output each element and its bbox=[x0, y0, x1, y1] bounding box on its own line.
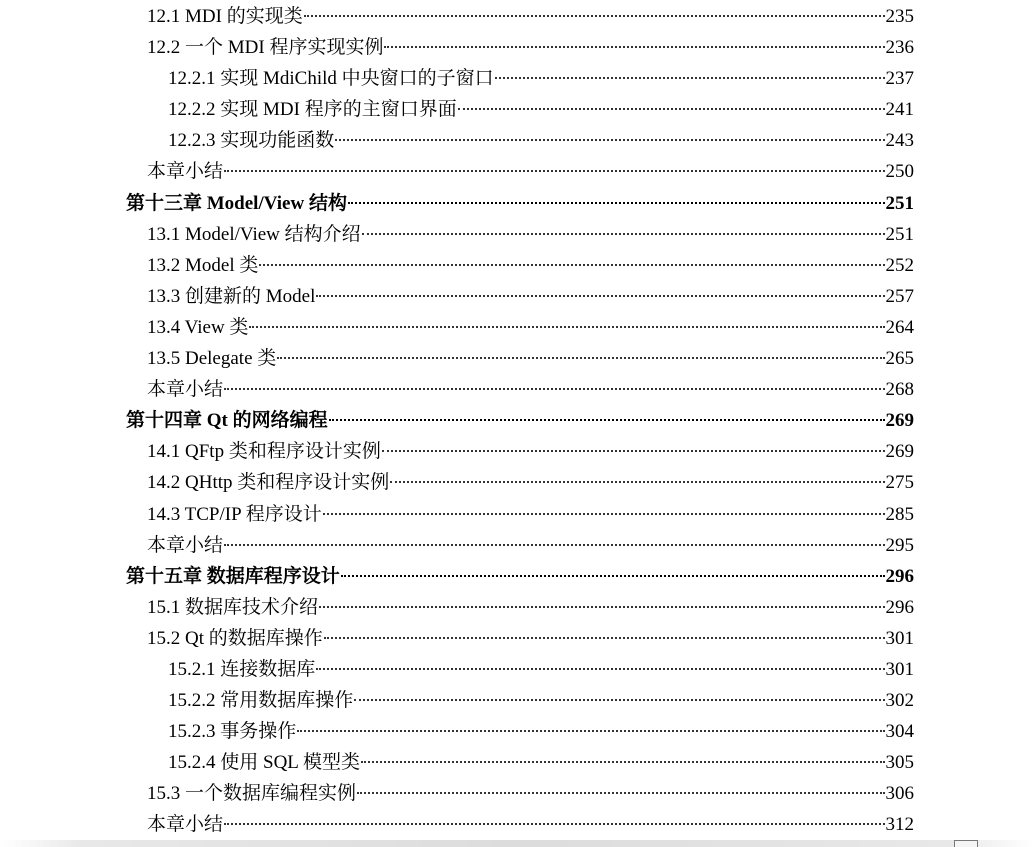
dot-leader bbox=[458, 108, 885, 110]
toc-section-entry[interactable] bbox=[0, 594, 1035, 625]
dot-leader bbox=[224, 170, 884, 172]
toc-section-entry[interactable] bbox=[0, 158, 1035, 189]
dot-leader bbox=[362, 233, 885, 235]
dot-leader bbox=[348, 202, 885, 204]
dot-leader bbox=[319, 606, 884, 608]
toc-entry-line bbox=[147, 316, 914, 340]
toc-entry-line bbox=[147, 534, 914, 558]
toc-entry-line bbox=[126, 409, 914, 433]
toc-page-number: 306 bbox=[885, 783, 914, 805]
toc-entry-line bbox=[147, 503, 914, 527]
dot-leader bbox=[297, 730, 884, 732]
toc-section-entry[interactable] bbox=[0, 283, 1035, 314]
toc-page-number: 269 bbox=[885, 410, 914, 432]
dot-leader bbox=[384, 46, 884, 48]
toc-entry-title: 13.4 View 类 bbox=[147, 316, 249, 338]
toc-entry-title: 13.1 Model/View 结构介绍 bbox=[147, 223, 361, 245]
toc-page-number: 305 bbox=[885, 752, 914, 774]
toc-page-number: 268 bbox=[885, 379, 914, 401]
dot-leader bbox=[224, 388, 884, 390]
toc-section-entry[interactable] bbox=[0, 780, 1035, 811]
toc-section-entry[interactable] bbox=[0, 438, 1035, 469]
toc-page-number: 275 bbox=[885, 472, 914, 494]
toc-page-number: 237 bbox=[885, 68, 914, 90]
toc-entry-line bbox=[126, 192, 914, 216]
toc-page-number: 241 bbox=[885, 99, 914, 121]
toc-entry-title: 第十三章 Model/View 结构 bbox=[126, 192, 347, 214]
toc-entry-title: 15.1 数据库技术介绍 bbox=[147, 596, 319, 618]
toc-page-number: 243 bbox=[885, 130, 914, 152]
toc-entry-title: 14.1 QFtp 类和程序设计实例 bbox=[147, 441, 381, 463]
toc-chapter-entry[interactable] bbox=[0, 190, 1035, 221]
dot-leader bbox=[316, 668, 884, 670]
toc-section-entry[interactable] bbox=[0, 625, 1035, 656]
dot-leader bbox=[354, 699, 884, 701]
toc-entry-line bbox=[147, 36, 914, 60]
toc-entry-title: 15.3 一个数据库编程实例 bbox=[147, 783, 357, 805]
toc-entry-title: 第十四章 Qt 的网络编程 bbox=[126, 410, 328, 432]
toc-page-number: 312 bbox=[885, 814, 914, 836]
dot-leader bbox=[224, 823, 884, 825]
toc-entry-title: 本章小结 bbox=[147, 161, 224, 183]
toc-page-number: 301 bbox=[885, 627, 914, 649]
toc-section-entry[interactable] bbox=[0, 469, 1035, 500]
toc-page-number: 295 bbox=[885, 534, 914, 556]
page-corner-icon[interactable] bbox=[954, 840, 978, 847]
toc-entry-line bbox=[147, 627, 914, 651]
toc-entry-line bbox=[147, 285, 914, 309]
toc-entry-line bbox=[147, 471, 914, 495]
toc-page-number: 302 bbox=[885, 690, 914, 712]
toc-entry-title: 本章小结 bbox=[147, 534, 224, 556]
dot-leader bbox=[224, 544, 884, 546]
toc-page-number: 235 bbox=[885, 6, 914, 27]
toc-page-number: 252 bbox=[885, 254, 914, 276]
toc-entry-line bbox=[147, 596, 914, 620]
table-of-contents bbox=[0, 3, 1035, 843]
toc-page-number: 296 bbox=[885, 565, 914, 587]
toc-entry-title: 第十五章 数据库程序设计 bbox=[126, 565, 340, 587]
dot-leader bbox=[390, 481, 884, 483]
toc-entry-line bbox=[147, 440, 914, 464]
dot-leader bbox=[361, 761, 885, 763]
dot-leader bbox=[341, 575, 885, 577]
toc-page-number: 301 bbox=[885, 658, 914, 680]
toc-entry-line bbox=[168, 720, 914, 744]
toc-page-number: 269 bbox=[885, 441, 914, 463]
toc-page-number: 304 bbox=[885, 721, 914, 743]
toc-section-entry[interactable] bbox=[0, 127, 1035, 158]
toc-section-entry[interactable] bbox=[0, 345, 1035, 376]
toc-entry-title: 14.3 TCP/IP 程序设计 bbox=[147, 503, 322, 525]
dot-leader bbox=[329, 419, 885, 421]
dot-leader bbox=[249, 326, 884, 328]
toc-section-entry[interactable] bbox=[0, 221, 1035, 252]
toc-entry-title: 12.1 MDI 的实现类 bbox=[147, 6, 303, 27]
toc-section-entry[interactable] bbox=[0, 376, 1035, 407]
toc-page-number: 265 bbox=[885, 348, 914, 370]
toc-entry-title: 15.2.4 使用 SQL 模型类 bbox=[168, 752, 360, 774]
dot-leader bbox=[495, 77, 885, 79]
dot-leader bbox=[323, 513, 885, 515]
dot-leader bbox=[382, 450, 885, 452]
toc-entry-title: 15.2.2 常用数据库操作 bbox=[168, 690, 354, 712]
toc-section-entry[interactable] bbox=[0, 252, 1035, 283]
toc-section-entry[interactable] bbox=[0, 314, 1035, 345]
dot-leader bbox=[316, 295, 884, 297]
toc-entry-title: 本章小结 bbox=[147, 379, 224, 401]
dot-leader bbox=[357, 792, 884, 794]
toc-entry-line bbox=[147, 347, 914, 371]
toc-section-entry[interactable] bbox=[0, 656, 1035, 687]
toc-entry-title: 15.2.3 事务操作 bbox=[168, 721, 297, 743]
toc-section-entry[interactable] bbox=[0, 749, 1035, 780]
dot-leader bbox=[335, 139, 884, 141]
toc-page-number: 264 bbox=[885, 316, 914, 338]
toc-section-entry[interactable] bbox=[0, 687, 1035, 718]
toc-entry-line bbox=[147, 378, 914, 402]
toc-entry-line bbox=[147, 223, 914, 247]
toc-entry-line bbox=[168, 689, 914, 713]
toc-page-number: 257 bbox=[885, 285, 914, 307]
toc-page-number: 296 bbox=[885, 596, 914, 618]
toc-page-number: 236 bbox=[885, 37, 914, 59]
horizontal-scrollbar[interactable] bbox=[0, 840, 1035, 847]
toc-entry-line bbox=[147, 160, 914, 184]
dot-leader bbox=[259, 264, 884, 266]
toc-section-entry[interactable] bbox=[0, 3, 1035, 34]
toc-entry-line bbox=[168, 658, 914, 682]
toc-entry-title: 12.2.2 实现 MDI 程序的主窗口界面 bbox=[168, 99, 457, 121]
toc-page-number: 250 bbox=[885, 161, 914, 183]
toc-entry-title: 14.2 QHttp 类和程序设计实例 bbox=[147, 472, 390, 494]
toc-section-entry[interactable] bbox=[0, 501, 1035, 532]
toc-entry-title: 13.2 Model 类 bbox=[147, 254, 259, 276]
toc-entry-title: 12.2 一个 MDI 程序实现实例 bbox=[147, 37, 384, 59]
toc-page-number: 251 bbox=[885, 192, 914, 214]
toc-chapter-entry[interactable] bbox=[0, 407, 1035, 438]
toc-page-number: 285 bbox=[885, 503, 914, 525]
toc-chapter-entry[interactable] bbox=[0, 563, 1035, 594]
dot-leader bbox=[277, 357, 884, 359]
toc-entry-line bbox=[168, 129, 914, 153]
toc-section-entry[interactable] bbox=[0, 65, 1035, 96]
toc-entry-title: 12.2.3 实现功能函数 bbox=[168, 130, 335, 152]
toc-entry-title: 15.2.1 连接数据库 bbox=[168, 658, 316, 680]
toc-entry-line bbox=[126, 565, 914, 589]
toc-entry-line bbox=[168, 67, 914, 91]
toc-entry-line bbox=[147, 782, 914, 806]
toc-page-number: 251 bbox=[885, 223, 914, 245]
toc-section-entry[interactable] bbox=[0, 811, 1035, 842]
toc-entry-line bbox=[147, 254, 914, 278]
toc-entry-line bbox=[168, 751, 914, 775]
dot-leader bbox=[324, 637, 885, 639]
toc-entry-line bbox=[147, 5, 914, 29]
toc-entry-line bbox=[168, 98, 914, 122]
toc-entry-line bbox=[147, 813, 914, 837]
toc-section-entry[interactable] bbox=[0, 532, 1035, 563]
toc-entry-title: 12.2.1 实现 MdiChild 中央窗口的子窗口 bbox=[168, 68, 494, 90]
dot-leader bbox=[304, 15, 885, 17]
toc-entry-title: 13.5 Delegate 类 bbox=[147, 348, 277, 370]
toc-section-entry[interactable] bbox=[0, 718, 1035, 749]
toc-entry-title: 本章小结 bbox=[147, 814, 224, 836]
toc-section-entry[interactable] bbox=[0, 34, 1035, 65]
toc-entry-title: 15.2 Qt 的数据库操作 bbox=[147, 627, 323, 649]
toc-section-entry[interactable] bbox=[0, 96, 1035, 127]
toc-entry-title: 13.3 创建新的 Model bbox=[147, 285, 316, 307]
